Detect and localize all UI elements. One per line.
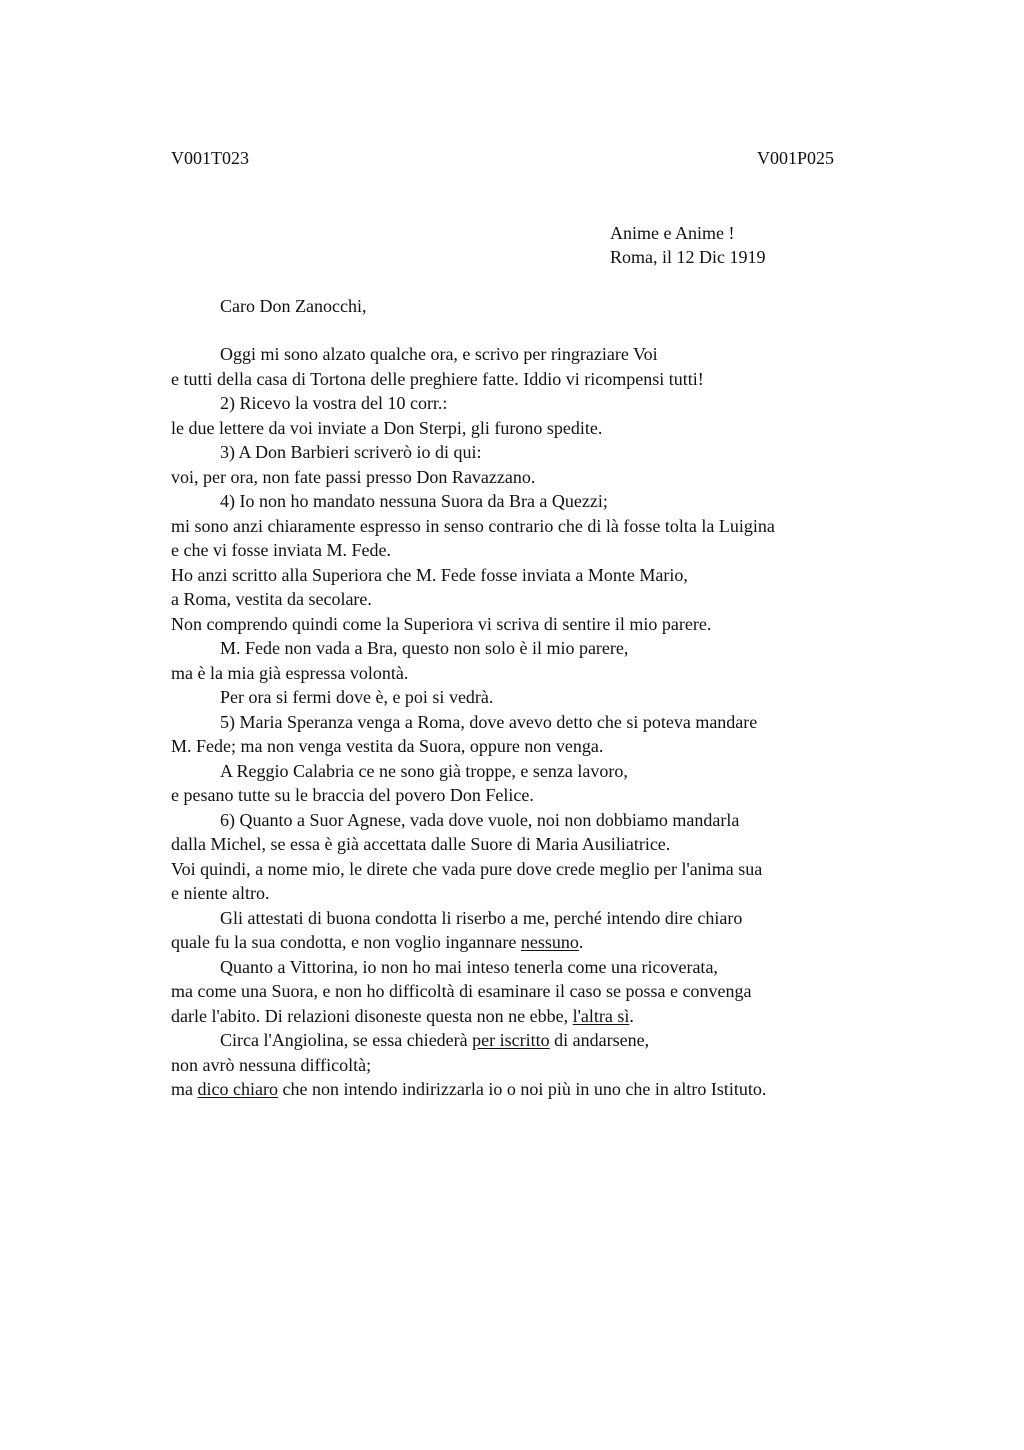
line-text: 2) Ricevo la vostra del 10 corr.: (220, 393, 448, 413)
letter-title: Anime e Anime ! (610, 223, 735, 243)
line-text: 4) Io non ho mandato nessuna Suora da Bra a Quezzi; (220, 491, 608, 511)
letter-line (171, 832, 891, 857)
line-text: voi, per ora, non fate passi presso Don Ravazzano. (171, 466, 536, 487)
letter-line (171, 857, 891, 882)
line-text: 5) Maria Speranza venga a Roma, dove avevo detto che si poteva mandare (220, 711, 758, 732)
document-code-right: V001P025 (757, 148, 835, 168)
line-text: e niente altro. (171, 883, 270, 903)
letter-line (171, 1028, 891, 1053)
letter-line (171, 587, 891, 612)
letter-line (171, 979, 891, 1004)
line-text: mi sono anzi chiaramente espresso in senso contrario che di là fosse tolta la Luigina (171, 515, 775, 536)
letter-line (171, 661, 891, 686)
letter-line (171, 1053, 891, 1078)
letter-body (171, 342, 891, 1102)
line-text: Voi quindi, a nome mio, le direte che vada pure dove crede meglio per l'anima sua (171, 858, 763, 879)
line-text: ma come una Suora, e non ho difficoltà di esaminare il caso se possa e convenga (171, 981, 752, 1001)
letter-line (171, 563, 891, 588)
line-text: Oggi mi sono alzato qualche ora, e scrivo per ringraziare Voi (220, 344, 658, 364)
underlined-text: dico chiaro (197, 1079, 278, 1099)
line-text: ma è la mia già espressa volontà. (171, 662, 409, 683)
letter-heading (610, 221, 766, 269)
letter-date: Roma, il 12 Dic 1919 (610, 247, 766, 267)
line-text: quale fu la sua condotta, e non voglio ingannare (171, 932, 521, 952)
letter-line (171, 1077, 891, 1102)
line-text: . (629, 1005, 634, 1026)
document-code-left: V001T023 (171, 148, 249, 168)
letter-line (171, 465, 891, 490)
letter-line (171, 685, 891, 710)
letter-line (171, 367, 891, 392)
line-text: 3) A Don Barbieri scriverò io di qui: (220, 442, 482, 462)
line-text: Gli attestati di buona condotta li riserbo a me, perché intendo dire chiaro (220, 907, 743, 928)
line-text: . (578, 932, 584, 952)
line-text: che non intendo indirizzarla io o noi più in uno che in altro Istituto. (277, 1079, 767, 1099)
letter-line (171, 930, 891, 955)
line-text: M. Fede non vada a Bra, questo non solo è il mio parere, (220, 638, 629, 658)
line-text: M. Fede; ma non venga vestita da Suora, oppure non venga. (171, 736, 604, 756)
letter-line (171, 955, 891, 980)
letter-line (171, 783, 891, 808)
letter-line (171, 759, 891, 784)
line-text: ma (171, 1079, 198, 1099)
line-text: Quanto a Vittorina, io non ho mai inteso tenerla come una ricoverata, (220, 956, 718, 977)
line-text: dalla Michel, se essa è già accettata dalle Suore di Maria Ausiliatrice. (171, 834, 671, 854)
line-text: e pesano tutte su le braccia del povero Don Felice. (171, 785, 534, 805)
letter-line (171, 1004, 891, 1029)
line-text: A Reggio Calabria ce ne sono già troppe, e senza lavoro, (220, 760, 628, 781)
letter-line (171, 342, 891, 367)
line-text: a Roma, vestita da secolare. (171, 589, 372, 609)
letter-line (171, 906, 891, 931)
line-text: Ho anzi scritto alla Superiora che M. Fede fosse inviata a Monte Mario, (171, 564, 688, 585)
underlined-text: nessuno (520, 932, 579, 952)
line-text: e tutti della casa di Tortona delle preghiere fatte. Iddio vi ricompensi tutti! (171, 368, 704, 389)
letter-line (171, 636, 891, 661)
line-text: darle l'abito. Di relazioni disoneste questa non ne ebbe, (171, 1005, 573, 1026)
letter-line (171, 808, 891, 833)
salutation: Caro Don Zanocchi, (220, 296, 367, 316)
letter-line (171, 489, 891, 514)
letter-line (171, 881, 891, 906)
underlined-text: l'altra sì (572, 1005, 630, 1026)
line-text: Circa l'Angiolina, se essa chiederà (220, 1030, 473, 1050)
line-text: Per ora si fermi dove è, e poi si vedrà. (220, 687, 494, 707)
letter-line (171, 538, 891, 563)
letter-line (171, 612, 891, 637)
letter-line (171, 710, 891, 735)
line-text: Non comprendo quindi come la Superiora vi scriva di sentire il mio parere. (171, 613, 712, 634)
underlined-text: per iscritto (472, 1030, 550, 1050)
line-text: e che vi fosse inviata M. Fede. (171, 540, 391, 560)
letter-line (171, 416, 891, 441)
line-text: le due lettere da voi inviate a Don Sterpi, gli furono spedite. (171, 417, 603, 438)
line-text: di andarsene, (549, 1030, 650, 1050)
letter-line (171, 440, 891, 465)
letter-line (171, 734, 891, 759)
line-text: 6) Quanto a Suor Agnese, vada dove vuole, noi non dobbiamo mandarla (220, 809, 740, 830)
letter-line (171, 391, 891, 416)
letter-line (171, 514, 891, 539)
line-text: non avrò nessuna difficoltà; (171, 1054, 372, 1075)
